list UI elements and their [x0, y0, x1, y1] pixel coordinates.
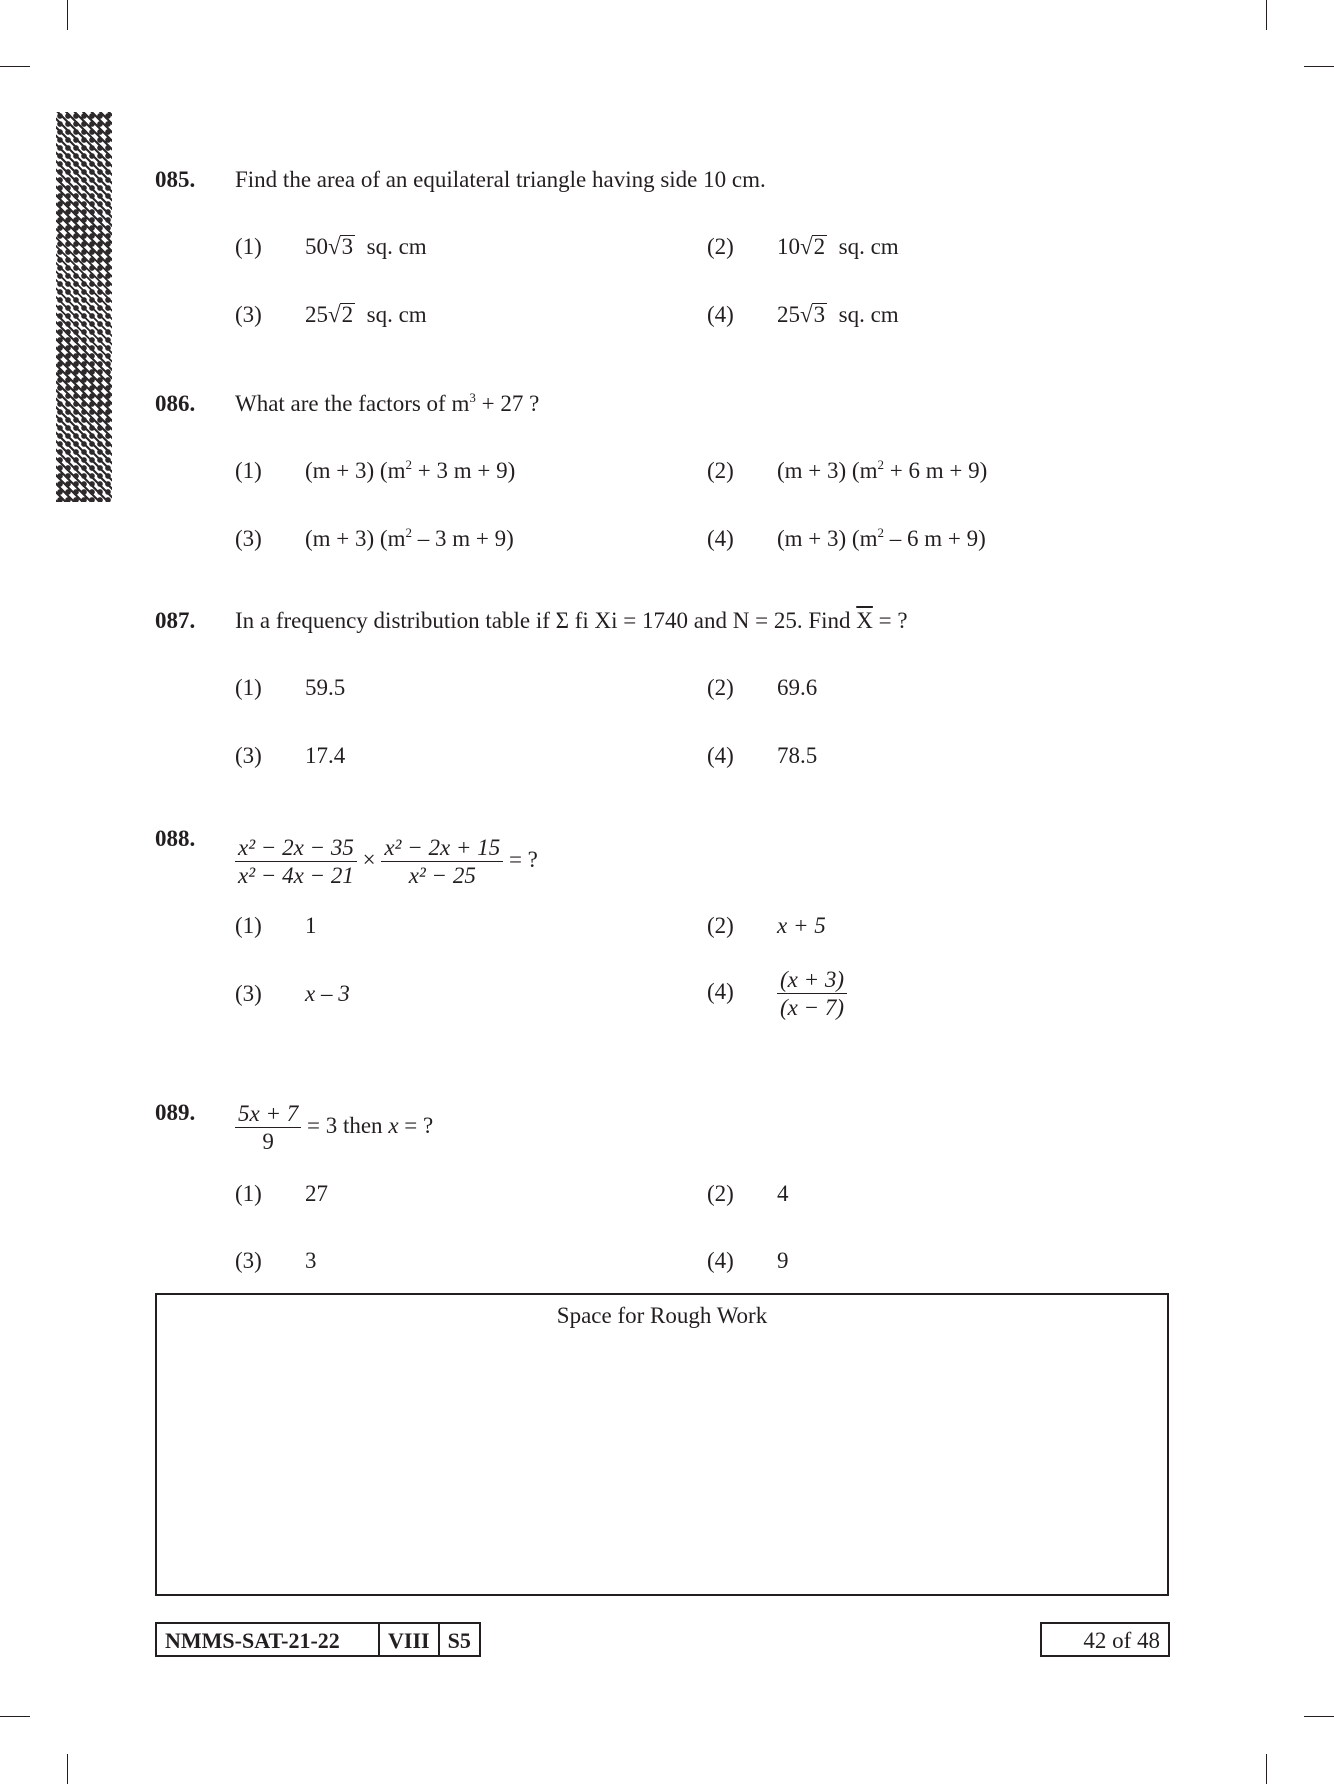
- option-text: (m + 3) (m: [305, 458, 406, 483]
- superscript: 3: [469, 390, 476, 405]
- sqrt-symbol: √3: [800, 302, 826, 327]
- option-3[interactable]: [235, 302, 427, 328]
- class-label: VIII: [380, 1624, 440, 1655]
- fraction: [235, 834, 357, 889]
- option-value: 1: [305, 913, 317, 938]
- option-label: (1): [235, 458, 262, 483]
- option-label: (3): [235, 743, 262, 768]
- option-value: x – 3: [305, 981, 350, 1006]
- question-number: 086.: [155, 391, 196, 416]
- option-text: – 6 m + 9): [883, 526, 986, 551]
- option-3[interactable]: [235, 526, 514, 552]
- question-number: 085.: [155, 167, 196, 192]
- option-unit: sq. cm: [366, 302, 427, 327]
- times-symbol: ×: [362, 846, 376, 872]
- option-1[interactable]: [235, 234, 427, 260]
- option-4[interactable]: [707, 743, 817, 769]
- equation-text: = 3 then: [306, 1112, 389, 1138]
- option-label: (4): [707, 526, 734, 551]
- option-1[interactable]: [235, 1181, 328, 1207]
- series-label: S5: [447, 1628, 471, 1653]
- equation-text: = ?: [398, 1112, 434, 1138]
- text-part: + 27 ?: [475, 391, 540, 416]
- numerator: x² − 2x + 15: [381, 834, 503, 862]
- superscript: 2: [405, 457, 412, 472]
- question-text: [235, 608, 908, 634]
- sqrt-symbol: √3: [328, 234, 354, 259]
- superscript: 2: [877, 525, 884, 540]
- option-value: 3: [305, 1248, 317, 1273]
- page-number: 42 of 48: [1040, 1622, 1170, 1657]
- option-value: 69.6: [777, 675, 818, 700]
- option-label: (1): [235, 1181, 262, 1206]
- option-text: – 3 m + 9): [411, 526, 514, 551]
- option-label: (4): [707, 978, 734, 1004]
- denominator: x² − 25: [408, 863, 476, 888]
- option-label: (2): [707, 458, 734, 483]
- option-coef: 25: [777, 302, 800, 327]
- text-part: In a frequency distribution table if Σ fi Xi = 1740 and N = 25. Find: [235, 608, 857, 633]
- option-value: x + 5: [777, 913, 826, 938]
- decorative-border-pattern: [56, 112, 112, 502]
- option-4[interactable]: [707, 966, 847, 1021]
- radicand: 3: [813, 302, 826, 327]
- radicand: 2: [341, 302, 354, 327]
- option-label: (2): [707, 675, 734, 700]
- crop-mark: [1266, 1754, 1267, 1784]
- option-label: (3): [235, 526, 262, 551]
- variable: x: [388, 1112, 399, 1138]
- rough-work-title: Space for Rough Work: [556, 1303, 768, 1328]
- option-1[interactable]: [235, 675, 345, 701]
- option-2[interactable]: [707, 675, 817, 701]
- option-label: (4): [707, 1248, 734, 1273]
- numerator: x² − 2x − 35: [235, 834, 357, 862]
- question-text: [235, 391, 539, 417]
- option-label: (2): [707, 1181, 734, 1206]
- option-label: (4): [707, 302, 734, 327]
- option-label: (2): [707, 234, 734, 259]
- option-value: 17.4: [305, 743, 346, 768]
- fraction: [381, 834, 503, 889]
- option-1[interactable]: [235, 913, 317, 939]
- question-expression: [235, 834, 538, 889]
- option-text: + 3 m + 9): [411, 458, 516, 483]
- option-label: (1): [235, 913, 262, 938]
- radicand: 2: [813, 234, 826, 259]
- option-label: (4): [707, 743, 734, 768]
- option-2[interactable]: [707, 913, 826, 939]
- sqrt-symbol: √2: [328, 302, 354, 327]
- option-label: (3): [235, 1248, 262, 1273]
- fraction: [235, 1100, 301, 1155]
- option-unit: sq. cm: [366, 234, 427, 259]
- question-number: 088.: [155, 826, 196, 851]
- exam-code: NMMS-SAT-21-22: [157, 1624, 380, 1655]
- text-part: = ?: [872, 608, 908, 633]
- option-4[interactable]: [707, 302, 899, 328]
- option-4[interactable]: [707, 526, 986, 552]
- option-4[interactable]: [707, 1248, 789, 1274]
- numerator: 5x + 7: [235, 1100, 301, 1128]
- option-coef: 50: [305, 234, 328, 259]
- fraction: [777, 966, 847, 1021]
- question-number: 089.: [155, 1100, 196, 1125]
- sqrt-symbol: √2: [800, 234, 826, 259]
- crop-mark: [1304, 66, 1334, 67]
- option-3[interactable]: [235, 1248, 317, 1274]
- option-value: 78.5: [777, 743, 818, 768]
- denominator: (x − 7): [780, 995, 845, 1020]
- radicand: 3: [341, 234, 354, 259]
- option-label: (1): [235, 675, 262, 700]
- option-2[interactable]: [707, 458, 987, 484]
- crop-mark: [67, 0, 68, 30]
- option-text: (m + 3) (m: [305, 526, 406, 551]
- option-3[interactable]: [235, 743, 345, 769]
- option-text: (m + 3) (m: [777, 458, 878, 483]
- crop-mark: [1304, 1716, 1334, 1717]
- option-1[interactable]: [235, 458, 515, 484]
- option-label: (1): [235, 234, 262, 259]
- option-2[interactable]: [707, 234, 899, 260]
- denominator: x² − 4x − 21: [238, 863, 354, 888]
- crop-mark: [0, 66, 30, 67]
- option-text: + 6 m + 9): [883, 458, 988, 483]
- crop-mark: [1266, 0, 1267, 30]
- option-coef: 10: [777, 234, 800, 259]
- option-text: (m + 3) (m: [777, 526, 878, 551]
- mean-symbol: $\overline{X}$: [856, 608, 873, 633]
- question-text: Find the area of an equilateral triangle having side 10 cm.: [235, 167, 766, 192]
- option-3[interactable]: [235, 981, 350, 1007]
- text-part: What are the factors of m: [235, 391, 470, 416]
- denominator: 9: [262, 1129, 274, 1154]
- option-label: (3): [235, 981, 262, 1006]
- superscript: 2: [405, 525, 412, 540]
- option-label: (2): [707, 913, 734, 938]
- question-expression: [235, 1100, 433, 1155]
- option-label: (3): [235, 302, 262, 327]
- option-value: 59.5: [305, 675, 346, 700]
- option-value: 27: [305, 1181, 328, 1206]
- equals-question: = ?: [508, 846, 538, 872]
- question-number: 087.: [155, 608, 196, 633]
- crop-mark: [0, 1716, 30, 1717]
- option-unit: sq. cm: [838, 234, 899, 259]
- option-coef: 25: [305, 302, 328, 327]
- crop-mark: [67, 1754, 68, 1784]
- rough-work-box[interactable]: [155, 1293, 1169, 1596]
- numerator: (x + 3): [777, 966, 847, 994]
- footer-code-box: [155, 1622, 481, 1657]
- option-value: 4: [777, 1181, 789, 1206]
- superscript: 2: [877, 457, 884, 472]
- option-2[interactable]: [707, 1181, 789, 1207]
- option-unit: sq. cm: [838, 302, 899, 327]
- option-value: 9: [777, 1248, 789, 1273]
